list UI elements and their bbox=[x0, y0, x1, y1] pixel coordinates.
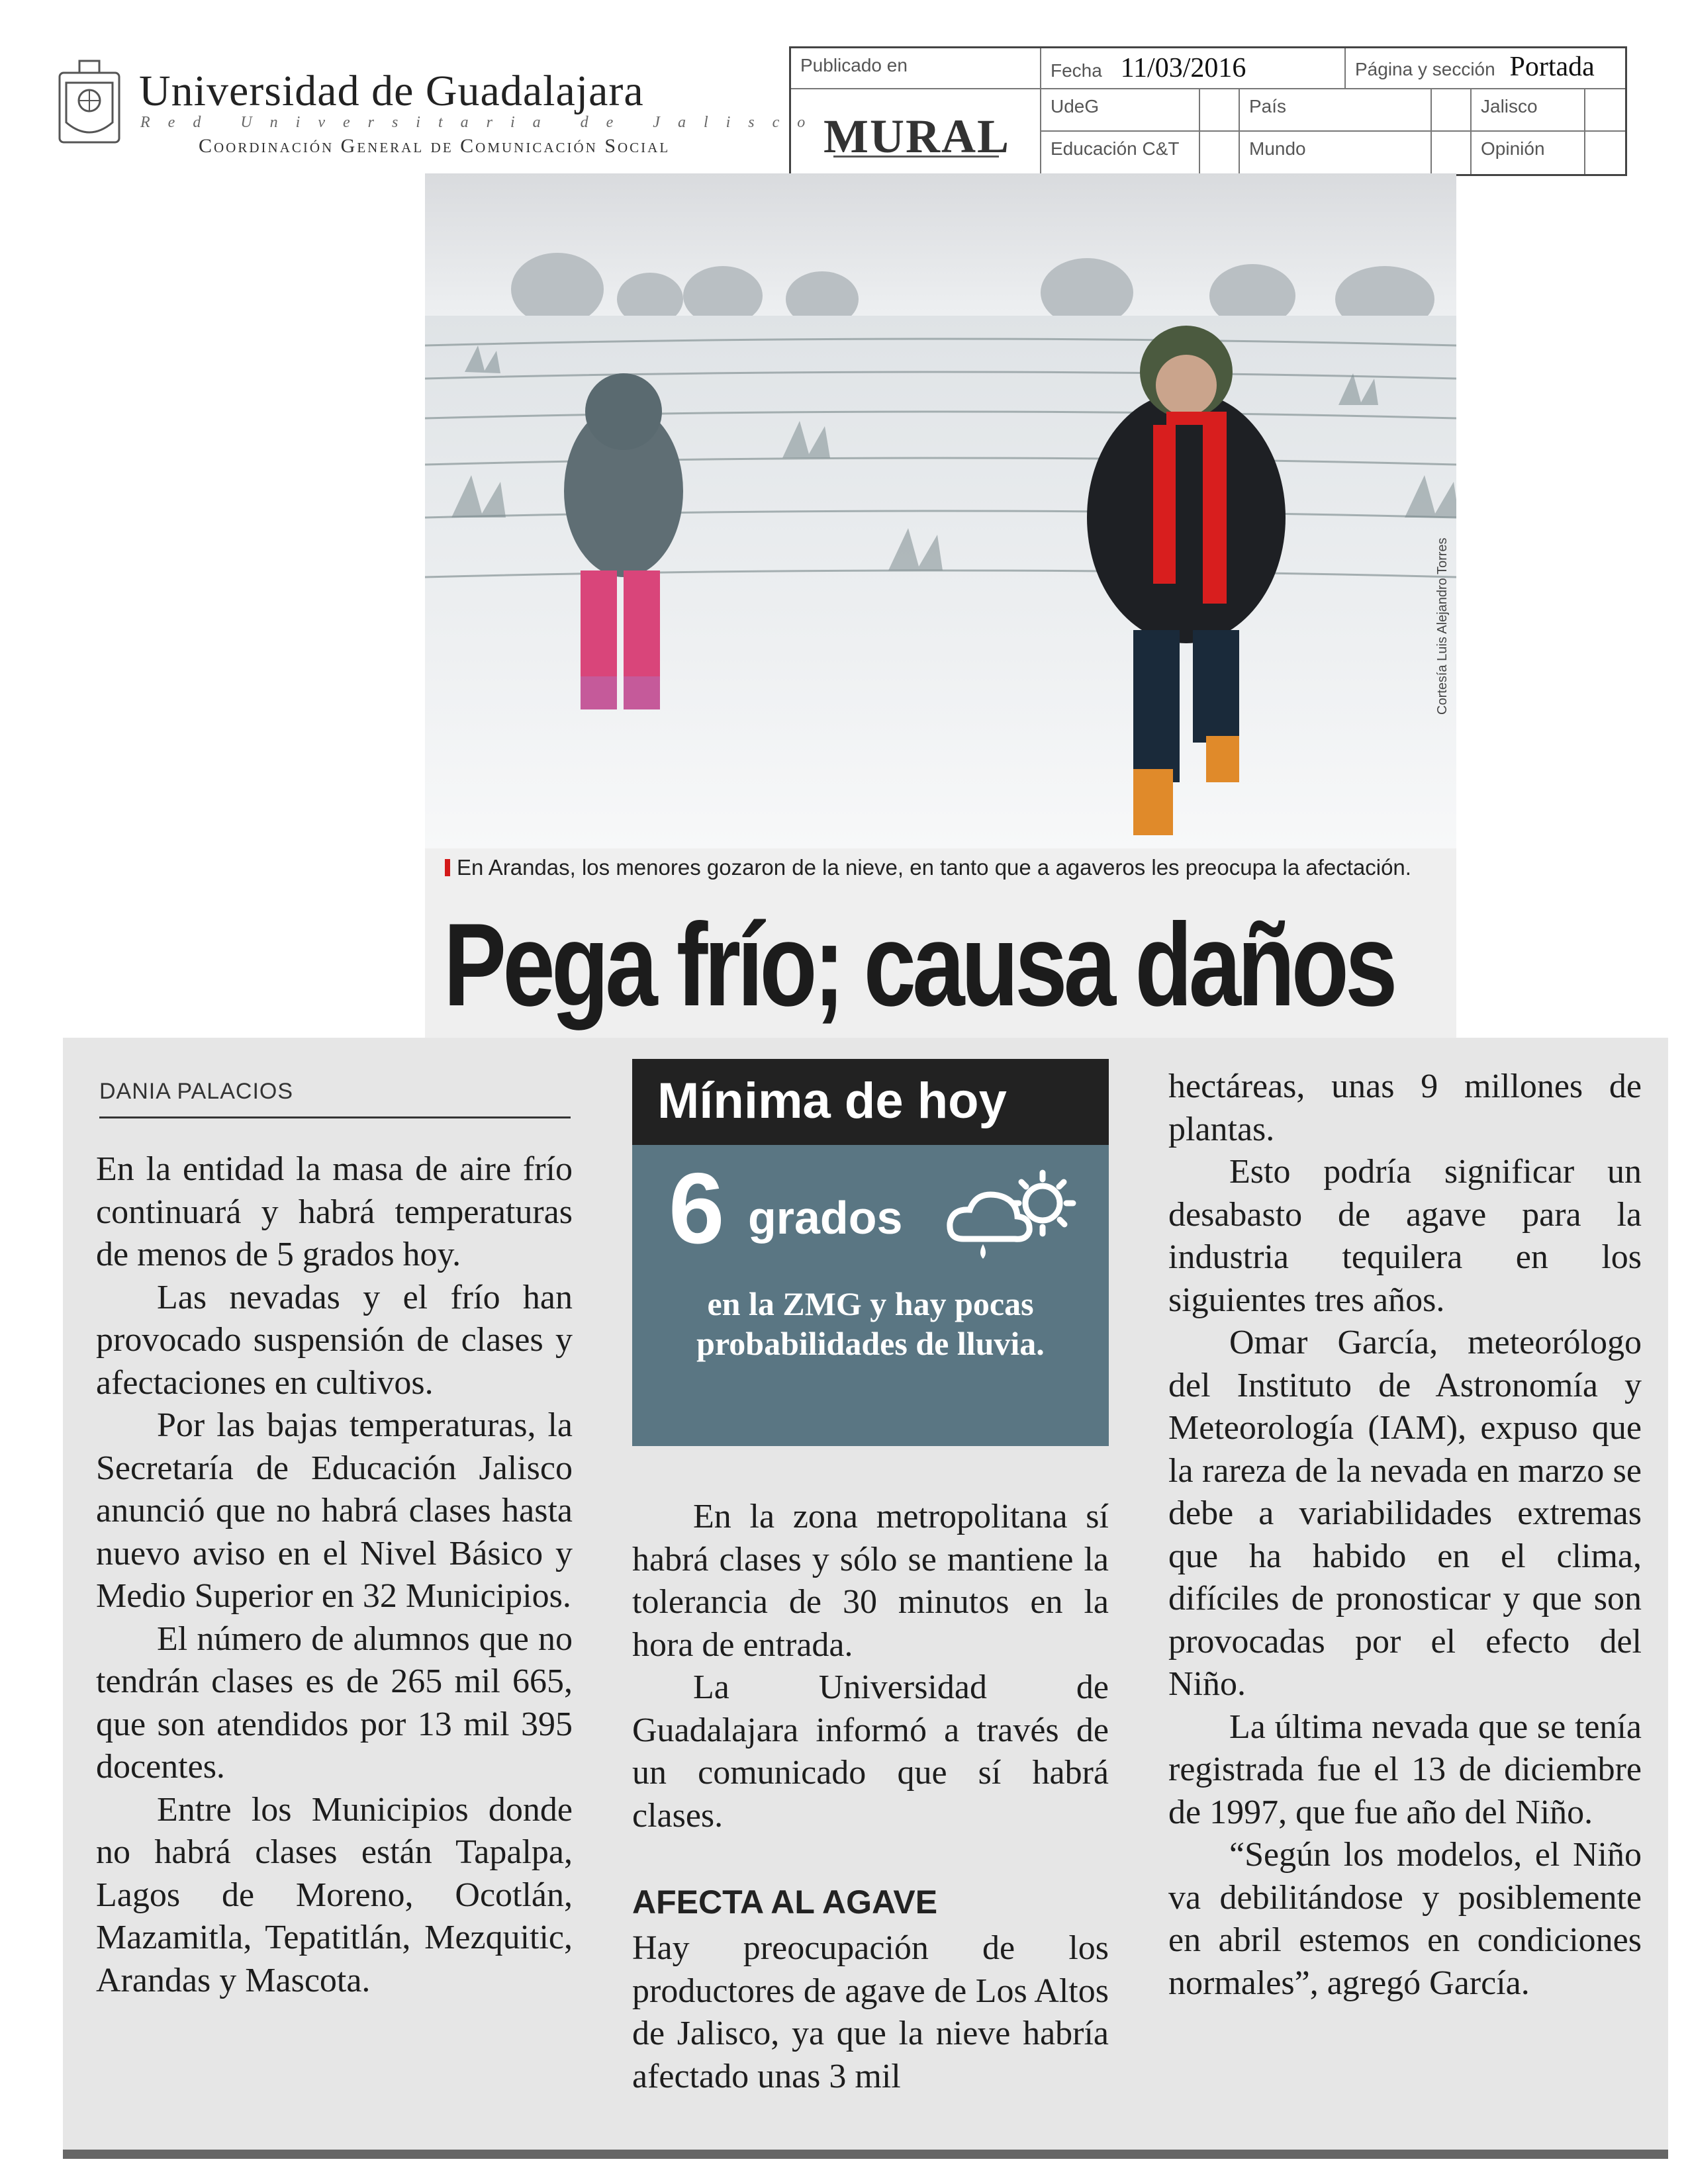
article-footer-rule bbox=[63, 2150, 1668, 2159]
headline: Pega frío; causa daños bbox=[444, 899, 1394, 1030]
section-mundo: Mundo bbox=[1240, 132, 1432, 174]
publication-info-table bbox=[789, 46, 1627, 176]
date-label: Fecha bbox=[1051, 60, 1102, 81]
coordination-name: Coordinación General de Comunicación Social bbox=[199, 135, 671, 157]
paragraph: La Universidad de Guadalajara informó a través de un comunicado que sí habrá clases. bbox=[632, 1668, 1109, 1835]
paragraph: Esto podría significar un desabasto de agave para la industria tequilera en los siguientes tres años. bbox=[1168, 1153, 1642, 1319]
section-jalisco-check bbox=[1585, 89, 1625, 132]
date-value: 11/03/2016 bbox=[1120, 53, 1246, 83]
paragraph: “Según los modelos, el Niño va debilitándose y posiblemente en abril estemos en condiciones normales”, agregó García. bbox=[1168, 1836, 1642, 2002]
publication-name: MURAL bbox=[823, 110, 1010, 163]
byline: DANIA PALACIOS bbox=[99, 1079, 571, 1118]
article-column-1 bbox=[96, 1148, 573, 2002]
publication-logo-underline bbox=[833, 156, 999, 161]
section-pais: País bbox=[1240, 89, 1432, 132]
weather-title: Mínima de hoy bbox=[657, 1073, 1007, 1129]
article-column-2 bbox=[632, 1496, 1109, 1837]
page-section-value: Portada bbox=[1509, 52, 1595, 82]
caption-marker bbox=[445, 859, 450, 876]
paragraph: Omar García, meteorólogo del Instituto de Astronomía y Meteorología (IAM), expuso que la rareza de la nevada en marzo se debe a variabilidades extremas que ha habido en el clima, difíciles de pronosticar y que son provocadas por el efecto del Niño. bbox=[1168, 1324, 1642, 1703]
section-udeg: UdeG bbox=[1041, 89, 1200, 132]
paragraph: Entre los Municipios donde no habrá clases están Tapalpa, Lagos de Moreno, Ocotlán, Mazamitla, Tepatitlán, Mezquitic, Arandas y Mascota. bbox=[96, 1790, 573, 1999]
paragraph: Las nevadas y el frío han provocado suspensión de clases y afectaciones en cultivos. bbox=[96, 1278, 573, 1402]
section-educacion: Educación C&T bbox=[1041, 132, 1200, 174]
article-column-3 bbox=[1168, 1066, 1642, 2005]
paragraph: En la zona metropolitana sí habrá clases y sólo se mantiene la tolerancia de 30 minutos en la hora de entrada. bbox=[632, 1498, 1109, 1664]
section-jalisco: Jalisco bbox=[1472, 89, 1585, 132]
section-opinion: Opinión bbox=[1472, 132, 1585, 174]
article-photo bbox=[425, 173, 1456, 848]
paragraph: hectáreas, unas 9 millones de plantas. bbox=[1168, 1068, 1642, 1148]
paragraph: En la entidad la masa de aire frío continuará y habrá temperaturas de menos de 5 grados hoy. bbox=[96, 1150, 573, 1273]
university-seal-icon bbox=[53, 60, 126, 152]
weather-unit: grados bbox=[748, 1192, 903, 1244]
section-opinion-check bbox=[1585, 132, 1625, 174]
udg-masthead bbox=[53, 53, 823, 165]
weather-description: en la ZMG y hay pocas probabilidades de lluvia. bbox=[696, 1285, 1045, 1362]
cloud-rain-sun-icon bbox=[943, 1165, 1082, 1264]
published-in-label: Publicado en bbox=[791, 48, 1041, 89]
section-udeg-check bbox=[1200, 89, 1240, 132]
section-educacion-check bbox=[1200, 132, 1240, 174]
photo-caption bbox=[445, 855, 1411, 880]
paragraph: El número de alumnos que no tendrán clases es de 265 mil 665, que son atendidos por 13 mil 395 docentes. bbox=[96, 1619, 573, 1786]
section-pais-check bbox=[1432, 89, 1472, 132]
paragraph: Por las bajas temperaturas, la Secretaría de Educación Jalisco anunció que no habrá clases hasta nuevo aviso en el Nivel Básico y Medio Superior en 32 Municipios. bbox=[96, 1406, 573, 1615]
paragraph: Hay preocupación de los productores de agave de Los Altos de Jalisco, ya que la nieve habría afectado unas 3 mil bbox=[632, 1929, 1109, 2095]
article-column-2-continued bbox=[632, 1927, 1109, 2098]
photo-credit: Cortesía Luis Alejandro Torres bbox=[1435, 537, 1450, 715]
university-network: Red Universitaria de Jalisco bbox=[140, 114, 823, 131]
photo-caption-text: En Arandas, los menores gozaron de la nieve, en tanto que a agaveros les preocupa la afectación. bbox=[457, 855, 1411, 880]
university-name: Universidad de Guadalajara bbox=[139, 67, 644, 115]
weather-value: 6 bbox=[669, 1152, 725, 1265]
page-section-label: Página y sección bbox=[1355, 59, 1495, 79]
page-section-cell bbox=[1346, 48, 1625, 89]
section-subhead: AFECTA AL AGAVE bbox=[632, 1884, 938, 1921]
weather-box bbox=[632, 1059, 1109, 1446]
paragraph: La última nevada que se tenía registrada fue el 13 de diciembre de 1997, que fue año del Niño. bbox=[1168, 1707, 1642, 1831]
date-cell bbox=[1041, 48, 1346, 89]
section-mundo-check bbox=[1432, 132, 1472, 174]
